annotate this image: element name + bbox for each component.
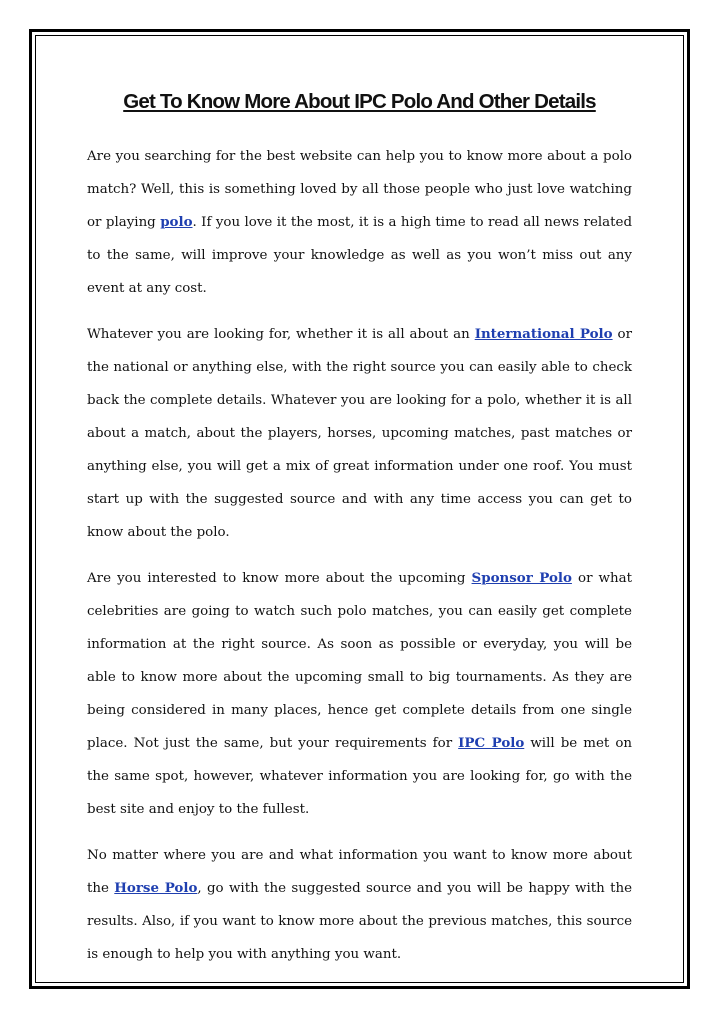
paragraph-3 [87,562,632,826]
sponsor-polo-link[interactable]: Sponsor Polo [471,570,572,586]
polo-link[interactable]: polo [160,214,193,230]
paragraph-3-text-a: Are you interested to know more about the upcoming [87,571,472,586]
paragraph-1 [87,140,632,305]
paragraph-2 [87,318,632,549]
paragraph-3-text-b: or what celebrities are going to watch such polo matches, you can easily get complete information at the right source. As soon as possible or everyday, you will be able to know more about the upcoming small to big tournaments. As they are being considered in many places, hence get complete details from one single place. Not just the same, but your requirements for [87,571,632,751]
paragraph-3-text-c: will be met on the same spot, however, whatever information you are looking for, go with the best site and enjoy to the fullest. [87,736,632,817]
page-title: Get To Know More About IPC Polo And Other Details [123,90,596,113]
paragraph-1-text-a: Are you searching for the best website can help you to know more about a polo match? Well, this is something loved by all those people who just love watching or playing [87,149,632,230]
horse-polo-link[interactable]: Horse Polo [114,880,198,896]
paragraph-4-text-a: No matter where you are and what information you want to know more about the [87,848,632,896]
paragraph-4 [87,839,632,971]
paragraph-4-text-b: , go with the suggested source and you will be happy with the results. Also, if you want to know more about the previous matches, this source is enough to help you with anything you want. [87,881,632,962]
paragraph-2-text-b: or the national or anything else, with the right source you can easily able to check back the complete details. Whatever you are looking for a polo, whether it is all about a match, about the players, horses, upcoming matches, past matches or anything else, you will get a mix of great information under one roof. You must start up with the suggested source and with any time access you can get to know about the polo. [87,327,632,540]
paragraph-2-text-a: Whatever you are looking for, whether it is all about an [87,327,475,342]
document-body [87,86,632,984]
paragraph-1-text-b: . If you love it the most, it is a high time to read all news related to the same, will improve your knowledge as well as you won’t miss out any event at any cost. [87,215,633,296]
ipc-polo-link[interactable]: IPC Polo [458,735,525,751]
international-polo-link[interactable]: International Polo [474,326,613,342]
